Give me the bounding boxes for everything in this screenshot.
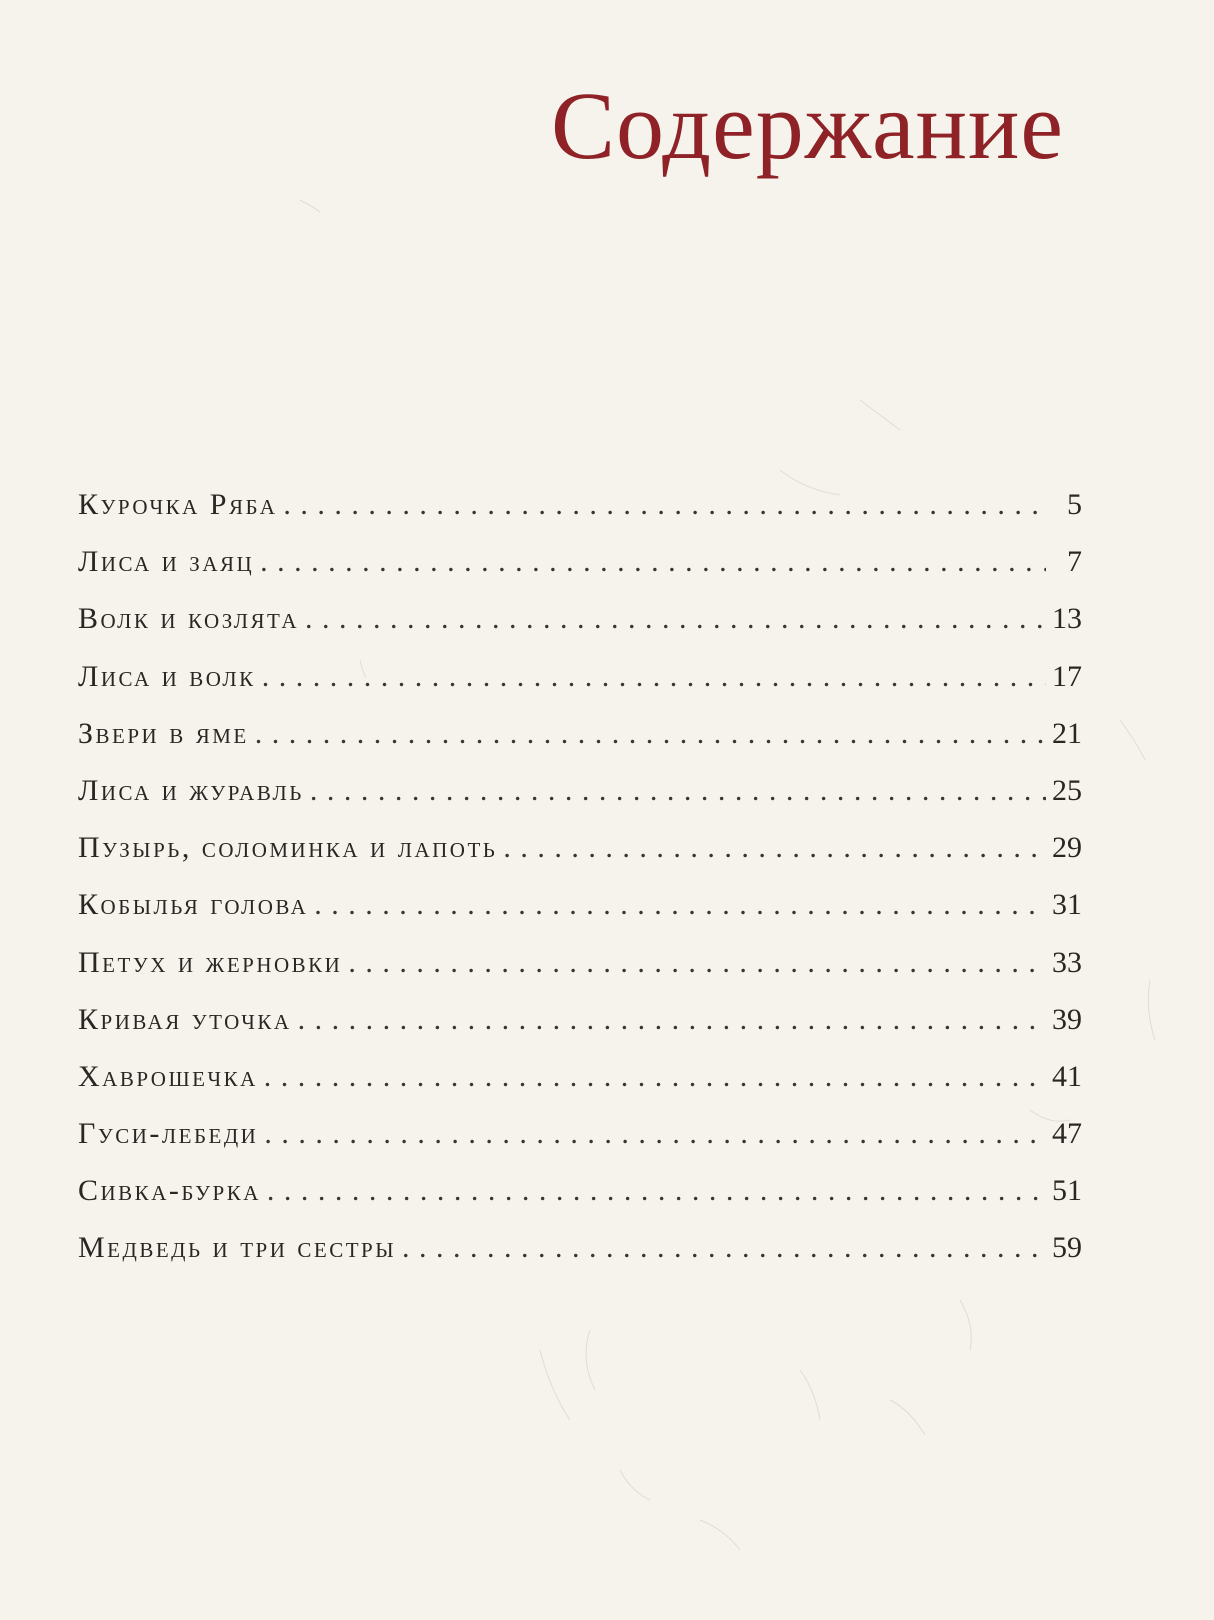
toc-entry-title: Сивка-бурка [78,1174,261,1208]
toc-entry[interactable] [78,1174,1082,1231]
dot-leader [305,602,1046,636]
toc-entry[interactable] [78,717,1082,774]
dot-leader [310,774,1046,808]
toc-entry-title: Лиса и заяц [78,545,255,579]
toc-entry[interactable] [78,1231,1082,1288]
toc-entry-title: Хаврошечка [78,1059,258,1093]
toc-entry-page: 7 [1067,545,1082,579]
toc-entry[interactable] [78,946,1082,1003]
toc-entry-page: 39 [1052,1002,1082,1036]
dot-leader [255,717,1046,751]
page-title: Содержание [550,72,1064,179]
dot-leader [264,1060,1046,1094]
dot-leader [314,888,1046,922]
dot-leader [298,1003,1046,1037]
toc-entry-title: Гуси-лебеди [78,1117,259,1151]
toc-entry-title: Звери в яме [78,716,249,750]
toc-entry[interactable] [78,660,1082,717]
toc-entry-page: 31 [1052,888,1082,922]
dot-leader [402,1231,1046,1265]
dot-leader [348,946,1046,980]
toc-entry-page: 41 [1052,1059,1082,1093]
toc-entry-title: Медведь и три сестры [78,1231,397,1265]
table-of-contents [78,488,1082,1289]
dot-leader [503,831,1046,865]
toc-entry-page: 5 [1067,488,1082,521]
toc-entry-page: 17 [1052,659,1082,693]
toc-entry[interactable] [78,1060,1082,1117]
toc-entry[interactable] [78,488,1082,545]
toc-entry[interactable] [78,1003,1082,1060]
dot-leader [267,1174,1046,1208]
toc-entry-title: Волк и козлята [78,602,299,636]
toc-entry[interactable] [78,888,1082,945]
toc-entry[interactable] [78,545,1082,602]
toc-entry-page: 21 [1052,716,1082,750]
toc-entry-page: 13 [1052,602,1082,636]
toc-entry-page: 59 [1052,1231,1082,1265]
toc-entry-page: 33 [1052,945,1082,979]
toc-entry-title: Кобылья голова [78,888,309,922]
dot-leader [283,488,1046,522]
toc-entry-page: 25 [1052,773,1082,807]
toc-entry-title: Пузырь, соломинка и лапоть [78,831,498,865]
toc-entry-title: Петух и жерновки [78,945,343,979]
toc-entry-title: Лиса и волк [78,659,256,693]
dot-leader [264,1117,1046,1151]
toc-entry[interactable] [78,602,1082,659]
dot-leader [260,545,1046,579]
toc-entry-title: Кривая уточка [78,1002,292,1036]
toc-entry-page: 51 [1052,1174,1082,1208]
toc-entry-title: Курочка Ряба [78,488,278,521]
toc-entry-page: 47 [1052,1117,1082,1151]
toc-entry[interactable] [78,1117,1082,1174]
toc-entry-title: Лиса и журавль [78,773,304,807]
toc-entry[interactable] [78,831,1082,888]
toc-entry-page: 29 [1052,831,1082,865]
toc-entry[interactable] [78,774,1082,831]
dot-leader [262,660,1046,694]
